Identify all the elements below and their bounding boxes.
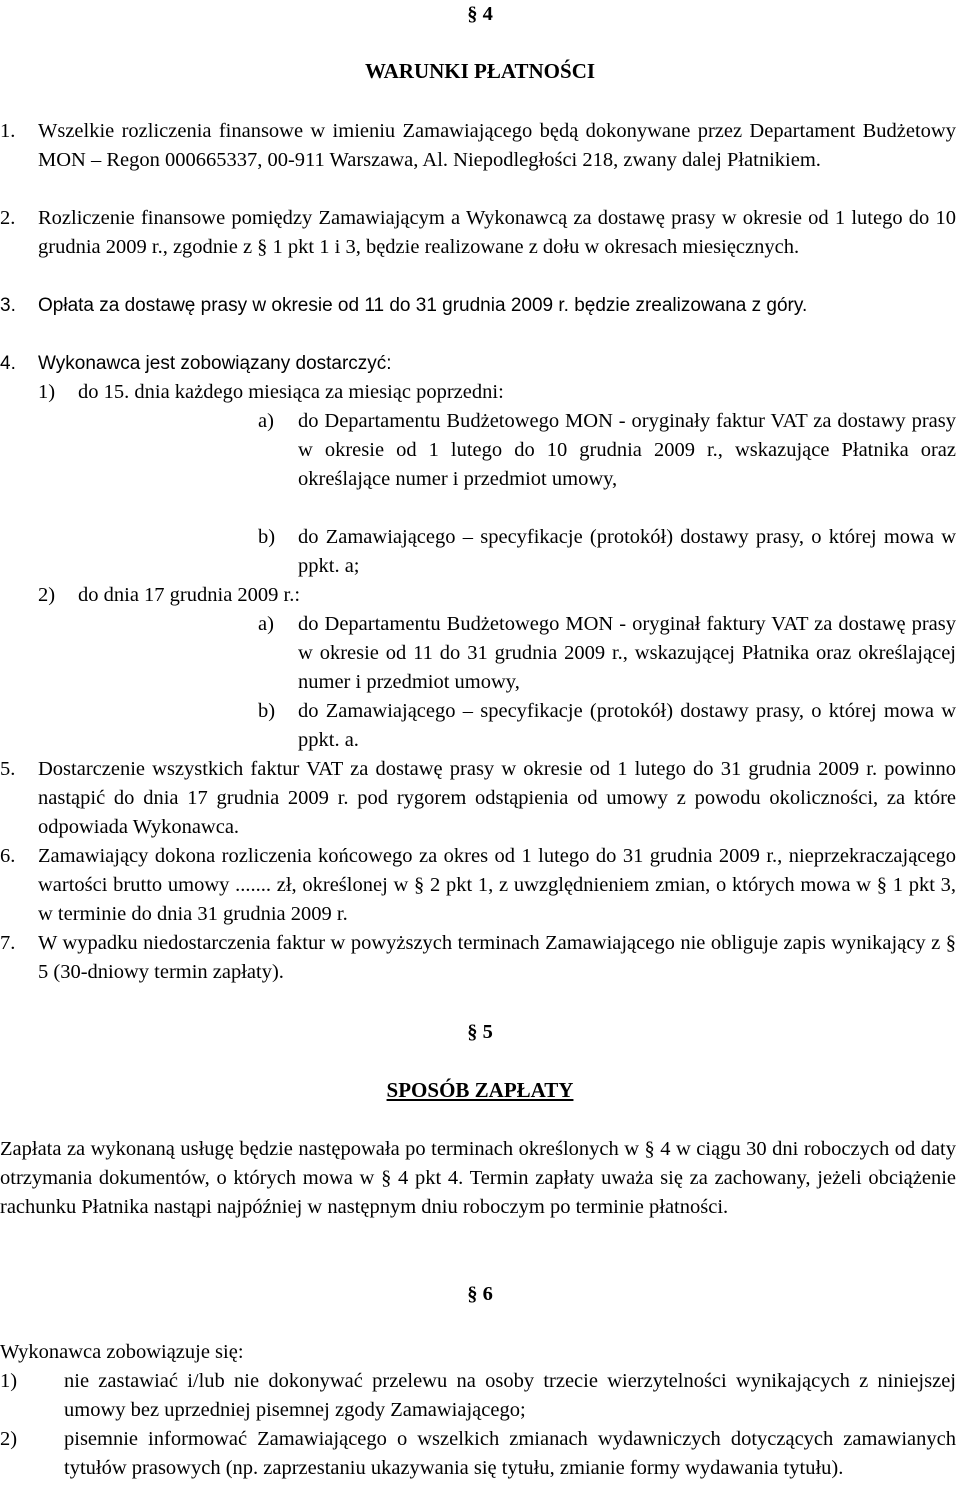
list-item-4-4-2-b	[258, 697, 956, 755]
list-item-6-2	[0, 1425, 956, 1483]
list-item-6-1	[0, 1367, 956, 1425]
section-5-heading: § 5	[467, 1021, 493, 1043]
list-letter: b)	[258, 526, 276, 548]
list-item-4-4-2-a	[258, 610, 956, 697]
list-text: do 15. dnia każdego miesiąca za miesiąc poprzedni:	[78, 381, 504, 403]
list-number: 1)	[38, 381, 56, 403]
paragraph-text: Rozliczenie finansowe pomiędzy Zamawiającym a Wykonawcą za dostawę prasy w okresie od 1 lutego do 10 grudnia 2009 r., zgodnie z § 1 pkt 1 i 3, będzie realizowane z dołu w okresach miesięcznych.	[38, 207, 956, 258]
list-text: do Departamentu Budżetowego MON - oryginał faktury VAT za dostawę prasy w okresie od 11 do 31 grudnia 2009 r., wskazującej Płatnika oraz określającej numer i przedmiot umowy,	[298, 613, 956, 693]
section-5-title: SPOSÓB ZAPŁATY	[386, 1078, 574, 1102]
list-number: 2)	[38, 584, 56, 606]
paragraph-text: Wszelkie rozliczenia finansowe w imieniu Zamawiającego będą dokonywane przez Departament Budżetowy MON – Regon 000665337, 00-911 Warszawa, Al. Niepodległości 218, zwany dalej Płatnikiem.	[38, 120, 956, 171]
paragraph-text: Dostarczenie wszystkich faktur VAT za dostawę prasy w okresie od 1 lutego do 31 grudnia 2009 r. powinno nastąpić do dnia 17 grudnia 2009 r. pod rygorem odstąpienia od umowy z powodu okoliczności, za które odpowiada Wykonawca.	[38, 758, 956, 838]
section-6-intro: Wykonawca zobowiązuje się:	[0, 1341, 244, 1363]
paragraph-text: W wypadku niedostarczenia faktur w powyższych terminach Zamawiającego nie obliguje zapis wynikający z § 5 (30-dniowy termin zapłaty).	[38, 932, 956, 983]
list-text: pisemnie informować Zamawiającego o wszelkich zmianach wydawniczych dotyczących zamawianych tytułów prasowych (np. zaprzestaniu ukazywania się tytułu, zmianie formy wydawania tytułu).	[64, 1428, 956, 1479]
list-item-4-4-2	[38, 581, 956, 610]
list-text: do dnia 17 grudnia 2009 r.:	[78, 584, 301, 606]
list-number: 2)	[0, 1428, 18, 1450]
paragraph-4-1	[0, 117, 956, 175]
paragraph-4-2	[0, 204, 956, 262]
list-letter: b)	[258, 700, 276, 722]
list-letter: a)	[258, 410, 274, 432]
paragraph-text: Wykonawca jest zobowiązany dostarczyć:	[38, 353, 392, 374]
paragraph-4-7	[0, 929, 956, 987]
list-item-4-4-1-b	[258, 523, 956, 581]
list-text: do Departamentu Budżetowego MON - oryginały faktur VAT za dostawy prasy w okresie od 1 lutego do 10 grudnia 2009 r., wskazujące Płatnika oraz określające numer i przedmiot umowy,	[298, 410, 956, 490]
paragraph-4-3	[0, 291, 956, 320]
paragraph-number: 7.	[0, 932, 16, 954]
list-item-4-4-1	[38, 378, 956, 407]
paragraph-4-5	[0, 755, 956, 842]
paragraph-text: Opłata za dostawę prasy w okresie od 11 do 31 grudnia 2009 r. będzie zrealizowana z góry.	[38, 295, 808, 316]
list-number: 1)	[0, 1370, 18, 1392]
paragraph-number: 5.	[0, 758, 16, 780]
paragraph-number: 6.	[0, 845, 16, 867]
list-text: nie zastawiać i/lub nie dokonywać przelewu na osoby trzecie wierzytelności wynikających z niniejszej umowy bez uprzedniej pisemnej zgody Zamawiającego;	[64, 1370, 956, 1421]
list-letter: a)	[258, 613, 274, 635]
section-6-heading: § 6	[467, 1283, 493, 1305]
paragraph-text: Zamawiający dokona rozliczenia końcowego za okres od 1 lutego do 31 grudnia 2009 r., nieprzekraczającego wartości brutto umowy ....... zł, określonej w § 2 pkt 1, z uwzględnieniem zmian, o których mowa w § 1 pkt 3, w terminie do dnia 31 grudnia 2009 r.	[38, 845, 956, 925]
paragraph-number: 3.	[0, 295, 16, 316]
paragraph-4-4	[0, 349, 956, 378]
paragraph-4-6	[0, 842, 956, 929]
list-item-4-4-1-a	[258, 407, 956, 494]
section-4-heading: § 4	[467, 3, 493, 25]
paragraph-number: 4.	[0, 353, 16, 374]
list-text: do Zamawiającego – specyfikacje (protokół) dostawy prasy, o której mowa w ppkt. a;	[298, 526, 956, 577]
list-text: do Zamawiającego – specyfikacje (protokół) dostawy prasy, o której mowa w ppkt. a.	[298, 700, 956, 751]
paragraph-number: 2.	[0, 207, 16, 229]
section-5-paragraph: Zapłata za wykonaną usługę będzie następowała po terminach określonych w § 4 w ciągu 30 dni roboczych od daty otrzymania dokumentów, o których mowa w § 4 pkt 4. Termin zapłaty uważa się za zachowany, jeżeli obciążenie rachunku Płatnika nastąpi najpóźniej w następnym dniu roboczym po terminie płatności.	[0, 1138, 956, 1218]
paragraph-number: 1.	[0, 120, 16, 142]
section-4-title: WARUNKI PŁATNOŚCI	[364, 59, 596, 83]
